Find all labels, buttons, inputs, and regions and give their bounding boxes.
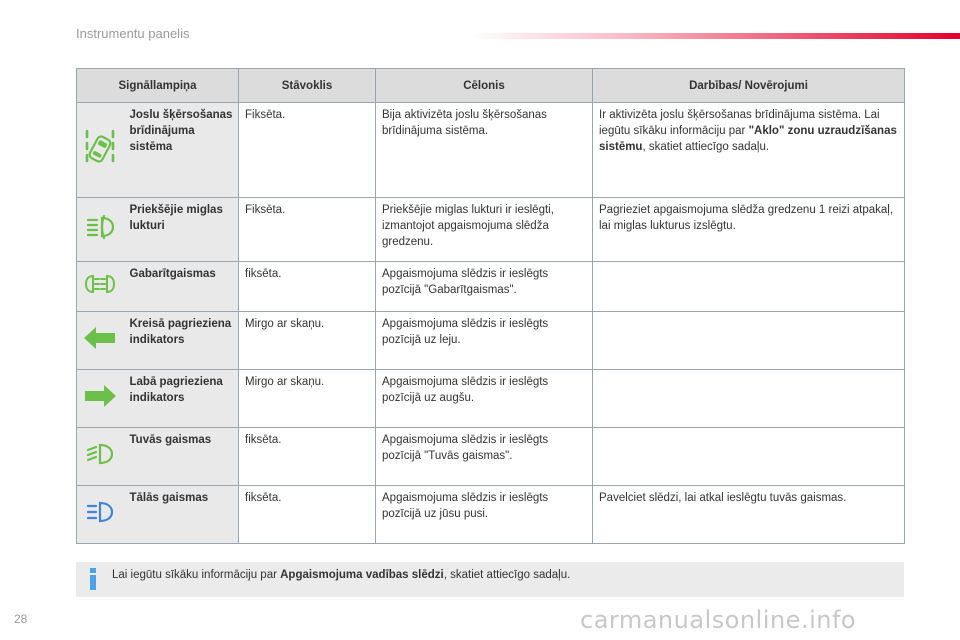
lamp-actions [593,370,905,428]
lamp-actions [593,486,905,544]
left-indicator-icon [83,325,117,351]
lamp-actions [593,428,905,486]
table-row [77,486,905,544]
table-row [77,370,905,428]
lamp-state: fiksēta. [239,428,376,486]
lamp-name: Kreisā pagrieziena indikators [123,312,239,370]
table-row [77,262,905,312]
lane-departure-icon [83,125,117,171]
table-row [77,103,905,198]
actions-bold-text: "Aklo" zonu uzraudzīšanas sistēmu [599,125,897,153]
lamp-name: Priekšējie miglas lukturi [123,198,239,262]
lamp-cause: Bija aktivizēta joslu šķērsošanas brīdinājuma sistēma. [376,103,593,198]
actions-text: Ir aktivizēta joslu šķērsošanas brīdinājuma sistēma. Lai iegūtu sīkāku informāciju par [599,109,880,137]
lamp-name: Tuvās gaismas [123,428,239,486]
page-number: 28 [14,612,28,626]
lamp-name: Tālās gaismas [123,486,239,544]
lamp-actions [593,103,905,198]
sidelights-icon [82,273,118,295]
actions-text-end: , skatiet attiecīgo sadaļu. [642,141,770,153]
lamp-state: fiksēta. [239,262,376,312]
info-text [112,569,570,581]
lamp-actions [593,312,905,370]
lamp-state: fiksēta. [239,486,376,544]
lamp-state: Mirgo ar skaņu. [239,312,376,370]
lamp-cause: Priekšējie miglas lukturi ir ieslēgti, izmantojot apgaismojuma slēdža gredzenu. [376,198,593,262]
front-fog-lights-icon [85,215,115,239]
dipped-beam-icon [85,443,115,465]
lamp-state: Mirgo ar skaņu. [239,370,376,428]
table-header-row [77,69,905,103]
info-text-bold: Apgaismojuma vadības slēdzi [280,569,444,581]
lamp-name: Labā pagrieziena indikators [123,370,239,428]
main-beam-icon [85,501,115,523]
lamp-name: Joslu šķērsošanas brīdinājuma sistēma [123,103,239,198]
table-row [77,198,905,262]
table-row [77,312,905,370]
right-indicator-icon [83,383,117,409]
column-header-lamp: Signāllampiņa [77,69,239,103]
column-header-cause: Cēlonis [376,69,593,103]
actions-text: Pavelciet slēdzi, lai atkal ieslēgtu tuvās gaismas. [599,492,847,504]
lamp-actions [593,262,905,312]
warning-lamps-table [76,68,905,544]
info-icon [86,567,100,591]
table-row [77,428,905,486]
page-header-title: Instrumentu panelis [76,26,190,41]
lamp-cause: Apgaismojuma slēdzis ir ieslēgts pozīcijā uz leju. [376,312,593,370]
lamp-cause: Apgaismojuma slēdzis ir ieslēgts pozīcijā "Tuvās gaismas". [376,428,593,486]
lamp-cause: Apgaismojuma slēdzis ir ieslēgts pozīcijā uz augšu. [376,370,593,428]
watermark-text: carmanualsonline.info [580,606,857,634]
info-text-start: Lai iegūtu sīkāku informāciju par [112,569,281,581]
lamp-actions [593,198,905,262]
lamp-name: Gabarītgaismas [123,262,239,312]
lamp-cause: Apgaismojuma slēdzis ir ieslēgts pozīcijā uz jūsu pusi. [376,486,593,544]
lamp-state: Fiksēta. [239,103,376,198]
actions-text: Pagrieziet apgaismojuma slēdža gredzenu 1 reizi atpakaļ, lai miglas lukturus izslēgtu. [599,204,894,232]
column-header-actions: Darbības/ Novērojumi [593,69,905,103]
info-note [76,562,904,597]
lamp-state: Fiksēta. [239,198,376,262]
lamp-cause: Apgaismojuma slēdzis ir ieslēgts pozīcijā "Gabarītgaismas". [376,262,593,312]
info-text-end: , skatiet attiecīgo sadaļu. [443,569,571,581]
header-accent-bar [470,33,960,39]
column-header-state: Stāvoklis [239,69,376,103]
